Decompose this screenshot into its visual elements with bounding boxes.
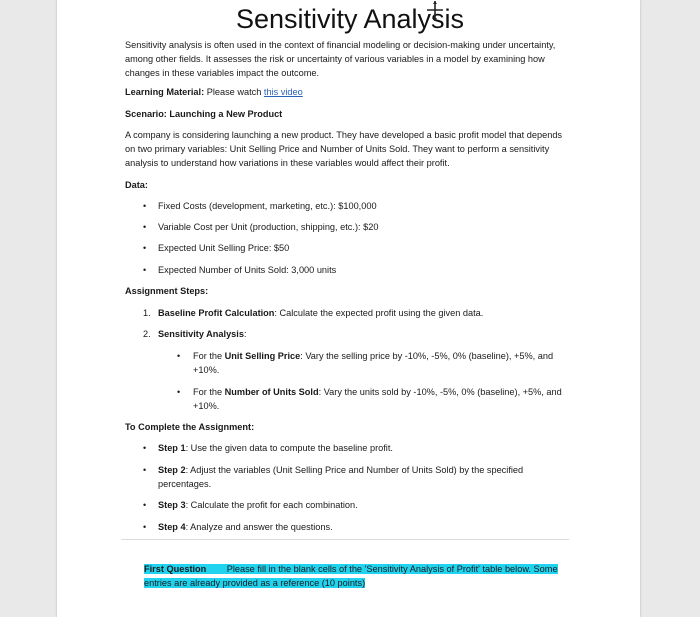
bullet-icon: •: [143, 243, 147, 253]
video-link[interactable]: this video: [263, 87, 303, 97]
list-item: Step 1: Use the given data to compute the baseline profit.: [158, 443, 393, 453]
step-number: 1.: [143, 308, 151, 318]
list-item: For the Number of Units Sold: Vary the units sold by -10%, -5%, 0% (baseline), +5%, and +10%.: [193, 387, 562, 411]
bullet-icon: •: [143, 201, 147, 211]
scenario-heading: Scenario: Launching a New Product: [125, 109, 283, 119]
bullet-icon: •: [143, 222, 147, 232]
document-title: Sensitivity Analysis: [235, 4, 465, 34]
list-item: Expected Number of Units Sold: 3,000 units: [158, 265, 337, 275]
bullet-icon: •: [177, 387, 181, 397]
list-item: Expected Unit Selling Price: $50: [158, 243, 290, 253]
list-item: Variable Cost per Unit (production, shipping, etc.): $20: [158, 222, 379, 232]
bullet-icon: •: [143, 265, 147, 275]
list-item: For the Unit Selling Price: Vary the selling price by -10%, -5%, 0% (baseline), +5%, and +10%.: [193, 351, 554, 375]
list-item: Step 4: Analyze and answer the questions.: [158, 522, 333, 532]
complete-heading: To Complete the Assignment:: [125, 422, 255, 432]
data-heading: Data:: [125, 180, 148, 190]
step-number: 2.: [143, 329, 151, 339]
document-page: [57, 0, 640, 617]
move-cursor-icon: [425, 0, 445, 22]
bullet-icon: •: [177, 351, 181, 361]
bullet-icon: •: [143, 465, 147, 475]
bullet-icon: •: [143, 500, 147, 510]
learning-material: [125, 85, 570, 99]
list-item: Sensitivity Analysis:: [158, 329, 247, 339]
list-item: Step 2: Adjust the variables (Unit Selling Price and Number of Units Sold) by the specified percentages.: [158, 465, 524, 489]
question-text: Please fill in the blank cells of the 'Sensitivity Analysis of Profit' table below. Some entries are already provided as a reference (10 points): [144, 564, 558, 588]
steps-heading: Assignment Steps:: [125, 286, 209, 296]
learning-text: Please watch: [206, 87, 262, 97]
first-question: [144, 562, 564, 590]
question-highlight: [144, 564, 558, 588]
bullet-icon: •: [143, 522, 147, 532]
list-item: Fixed Costs (development, marketing, etc.): $100,000: [158, 201, 377, 211]
question-label: First Question: [144, 564, 207, 574]
learning-label: Learning Material:: [125, 87, 205, 97]
scenario-paragraph: A company is considering launching a new product. They have developed a basic profit model that depends on two primary variables: Unit Selling Price and Number of Units Sold. They want to perform a sensitivity analysis to understand how variations in these variables would affect their profit.: [125, 130, 563, 168]
list-item: Step 3: Calculate the profit for each combination.: [158, 500, 358, 510]
section-divider: [121, 539, 569, 540]
bullet-icon: •: [143, 443, 147, 453]
list-item: Baseline Profit Calculation: Calculate the expected profit using the given data.: [158, 308, 484, 318]
intro-paragraph: Sensitivity analysis is often used in the context of financial modeling or decision-making under uncertainty, among other fields. It assesses the risk or uncertainty of various variables in a model by examining how changes in these variables impact the outcome.: [125, 40, 556, 78]
